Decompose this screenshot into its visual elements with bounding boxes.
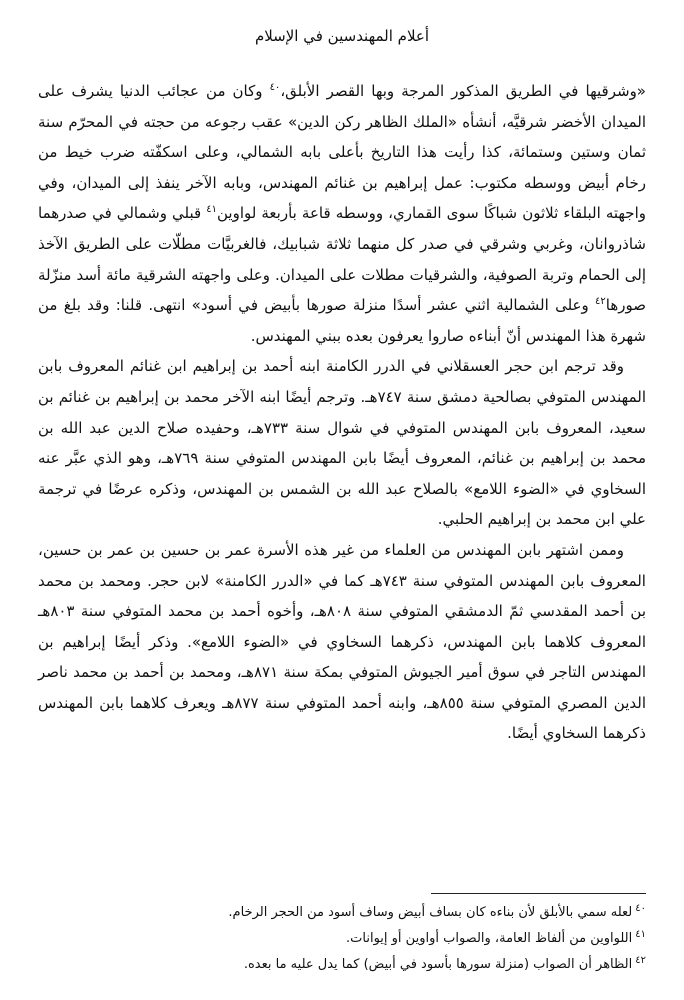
- paragraph-text: وعلى الشمالية اثني عشر أسدًا منزلة صورها بأبيض في أسود» انتهى. قلنا: وقد بلغ من شهرة هذا المهندس أنّ أبناءه صاروا يعرفون بعده ببني المهندس.: [38, 296, 646, 345]
- footnotes: [38, 900, 646, 978]
- paragraph-others: وممن اشتهر بابن المهندس من العلماء من غير هذه الأسرة عمر بن حسين بن عمر بن حسين، المعروف بابن المهندس المتوفي سنة ٧٤٣هـ كما في «الدرر الكامنة» لابن حجر. ومحمد بن محمد بن أحمد المقدسي ثمّ الدمشقي المتوفي سنة ٨٠٨هـ، وأخوه أحمد بن محمد المتوفي سنة ٨٠٣هـ المعروف كلاهما بابن المهندس، ذكرهما السخاوي في «الضوء اللامع». وذكر أيضًا إبراهيم بن المهندس التاجر في سوق أمير الجيوش المتوفي بمكة سنة ٨٧١هـ، ومحمد بن أحمد بن محمد ناصر الدين المصري المتوفي سنة ٨٥٥هـ، وابنه أحمد المتوفي سنة ٨٧٧هـ ويعرف كلاهما بابن المهندس ذكرهما السخاوي أيضًا.: [38, 540, 647, 743]
- paragraph-text: «وشرقيها في الطريق المذكور المرجة وبها القصر الأبلق،: [280, 82, 646, 100]
- footnote-reference[interactable]: ٤٠: [269, 82, 281, 93]
- footnote-item: ٤٠لعله سمي بالأبلق لأن بناءه كان بساف أبيض وساف أسود من الحجر الرخام.: [228, 902, 646, 920]
- footnote-item: ٤١اللواوين من ألفاظ العامة، والصواب أواوين أو إيوانات.: [346, 928, 646, 946]
- footnote-reference[interactable]: ٤٢: [595, 296, 606, 308]
- footnote-text: لعله سمي بالأبلق لأن بناءه كان بساف أبيض وساف أسود من الحجر الرخام.: [228, 905, 633, 920]
- main-text: [38, 76, 646, 749]
- paragraph-text: وكان من عجائب الدنيا يشرف على الميدان الأخضر شرقيَّه، أنشأه «الملك الظاهر ركن الدين» عقب رجوعه من حجته في المحرّم سنة ثمان وستين وستمائة، كذا رأيت هذا التاريخ بأعلى بابه الشمالي، وعلى اسكفّته ضرب خيط من رخام أبيض ووسطه مكتوب: عمل إبراهيم بن غنائم المهندس، وبابه الآخر ينفذ إلى الميدان، وفي واجهته البلقاء ثلاثون شباكًا سوى القماري، ووسطه قاعة بأربعة لواوين: [38, 82, 646, 223]
- footnote-item: ٤٢الظاهر أن الصواب (منزلة سورها بأسود في أبيض) كما يدل عليه ما بعده.: [243, 954, 646, 972]
- footnote-text: اللواوين من ألفاظ العامة، والصواب أواوين أو إيوانات.: [346, 931, 633, 946]
- paragraph-quotation: [38, 76, 646, 351]
- paragraph-ibn-hajar: وقد ترجم ابن حجر العسقلاني في الدرر الكامنة ابنه أحمد بن إبراهيم ابن غنائم المعروف بابن المهندس المتوفي بصالحية دمشق سنة ٧٤٧هـ. وترجم أيضًا ابنه الآخر محمد بن إبراهيم بن غنائم بن سعيد، المعروف بابن المهندس المتوفي في شوال سنة ٧٣٣هـ، وحفيده صلاح الدين عبد الله بن محمد بن إبراهيم بن غنائم، المعروف أيضًا بابن المهندس المتوفي سنة ٧٦٩هـ، وهو الذي عبَّر عنه السخاوي في «الضوء اللامع» بالصلاح عبد الله بن الشمس بن المهندس، وذكره عرضًا في ترجمة علي ابن محمد بن إبراهيم الحلبي.: [38, 357, 647, 529]
- footnote-reference[interactable]: ٤١: [206, 204, 217, 216]
- paragraph-text: قبلي وشمالي في صدرهما شاذروانان، وغربي وشرقي في صدر كل منهما ثلاثة شبابيك، فالغربيَّات مطلّات على الطريق الآخذ إلى الحمام وتربة الصوفية، والشرقيات مطلات على الميدان. وعلى واجهته الشرقية مائة أسد منزّلة صورها: [38, 204, 646, 315]
- running-head-title: أعلام المهندسين في الإسلام: [254, 27, 430, 45]
- footnote-text: الظاهر أن الصواب (منزلة سورها بأسود في أبيض) كما يدل عليه ما بعده.: [243, 957, 633, 972]
- footnote-separator: [431, 893, 646, 894]
